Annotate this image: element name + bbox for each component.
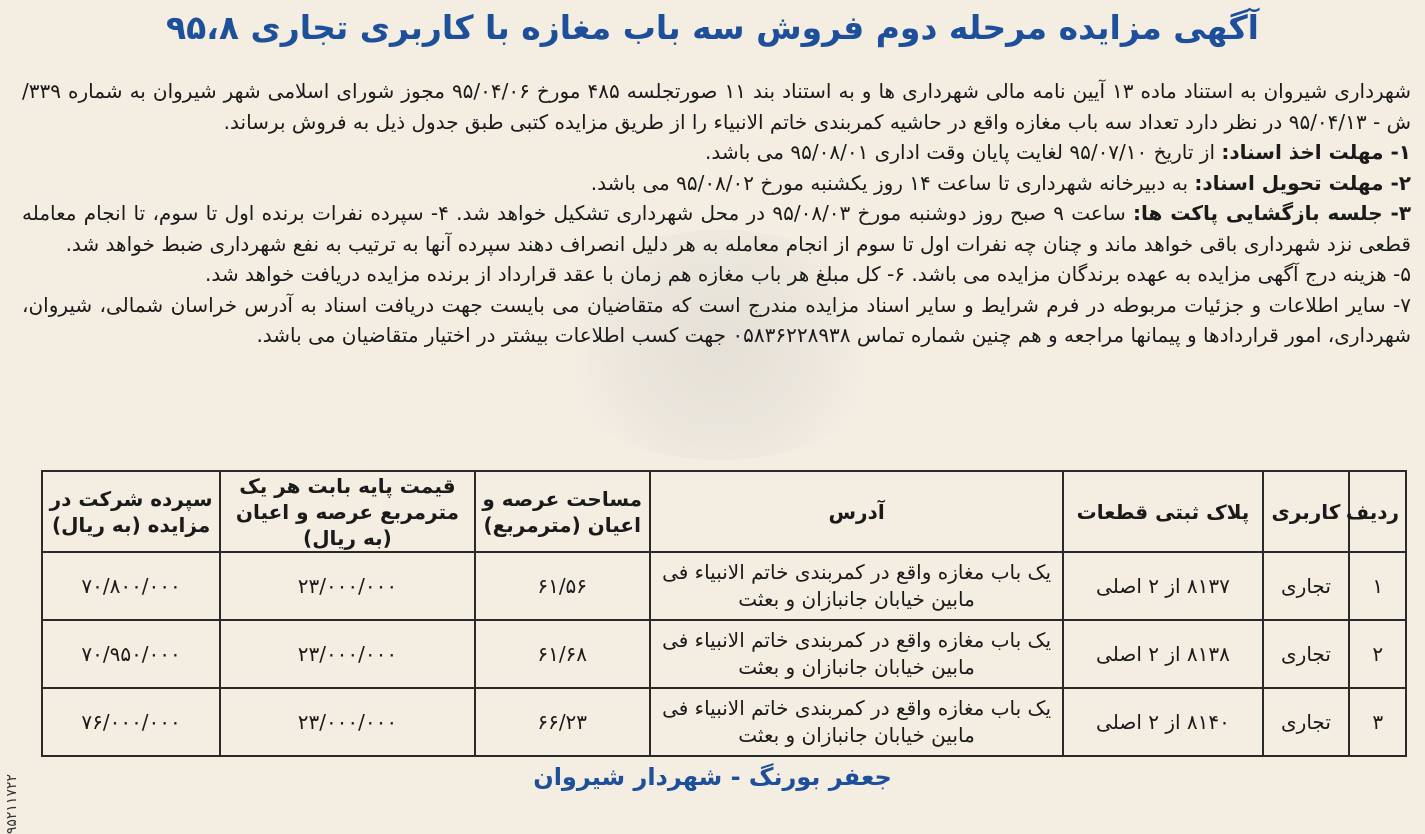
item-paragraph: ۲- مهلت تحویل اسناد: به دبیرخانه شهرداری تا ساعت ۱۴ روز یکشنبه مورخ ۹۵/۰۸/۰۲ می باشد. [590, 170, 1411, 195]
table-cell: ۸۱۳۸ از ۲ اصلی [1063, 620, 1262, 688]
header-cell: پلاک ثبتی قطعات [1063, 471, 1262, 552]
item-paragraph: ۱- مهلت اخذ اسناد: از تاریخ ۹۵/۰۷/۱۰ لغایت پایان وقت اداری ۹۵/۰۸/۰۱ می باشد. [705, 140, 1411, 164]
table-cell: تجاری [1263, 552, 1350, 620]
table-cell: ۲۳/۰۰۰/۰۰۰ [220, 552, 475, 620]
signature: جعفر بورنگ - شهردار شیروان [533, 763, 892, 791]
table-row [42, 620, 1406, 688]
table-cell: ۱ [1349, 552, 1406, 620]
auction-table [41, 470, 1407, 757]
header-cell: قیمت پایه بابت هر یک مترمربع عرصه و اعیان (به ریال) [220, 471, 475, 552]
notice-body [22, 76, 1411, 351]
item-paragraph: ۵- هزینه درج آگهی مزایده به عهده برندگان مزایده می باشد. ۶- کل مبلغ هر باب مغازه هم زمان با عقد قرارداد از برنده مزایده دریافت خواهد شد. [205, 262, 1411, 286]
header-cell: ردیف [1349, 471, 1406, 552]
table-cell: ۸۱۴۰ از ۲ اصلی [1063, 688, 1262, 756]
table-cell: ۷۶/۰۰۰/۰۰۰ [42, 688, 220, 756]
table-cell: ۲ [1349, 620, 1406, 688]
header-cell: کاربری [1263, 471, 1350, 552]
table-cell: ۸۱۳۷ از ۲ اصلی [1063, 552, 1262, 620]
table-cell: ۳ [1349, 688, 1406, 756]
table-cell: تجاری [1263, 620, 1350, 688]
header-cell: سپرده شرکت در مزایده (به ریال) [42, 471, 220, 552]
table-row [42, 552, 1406, 620]
table-cell: تجاری [1263, 688, 1350, 756]
table-cell: یک باب مغازه واقع در کمربندی خاتم الانبیاء فی مابین خیابان جانبازان و بعثت [650, 688, 1064, 756]
header-cell: آدرس [650, 471, 1064, 552]
table-cell: ۷۰/۸۰۰/۰۰۰ [42, 552, 220, 620]
ad-code: ۹۵۲۱۱۷۲۲ [4, 774, 20, 834]
item-paragraph: ۳- جلسه بازگشایی پاکت ها: ساعت ۹ صبح روز دوشنبه مورخ ۹۵/۰۸/۰۳ در محل شهرداری تشکیل خواهد شد. ۴- سپرده نفرات برنده اول تا سوم، تا انجام معامله قطعی نزد شهرداری باقی خواهد ماند و چنان چه نفرات اول تا سوم از انجام معامله به هر دلیل انصراف دهند سپرده آنها به ترتیب به نفع شهرداری ضبط خواهد شد. [22, 201, 1412, 256]
header-cell: مساحت عرصه و اعیان (مترمربع) [475, 471, 650, 552]
table-cell: ۲۳/۰۰۰/۰۰۰ [220, 688, 475, 756]
table-row [42, 688, 1406, 756]
item-paragraph: ۷- سایر اطلاعات و جزئیات مربوطه در فرم شرایط و سایر اسناد مزایده مندرج است که متقاضیان می بایست جهت دریافت اسناد به آدرس خراسان شمالی، شیروان، شهرداری، امور قراردادها و پیمانها مراجعه و هم چنین شماره تماس ۰۵۸۳۶۲۲۸۹۳۸ جهت کسب اطلاعات بیشتر در اختیار متقاضیان می باشد. [22, 292, 1411, 347]
table-cell: ۶۶/۲۳ [475, 688, 650, 756]
table-cell: ۲۳/۰۰۰/۰۰۰ [220, 620, 475, 688]
intro-paragraph: شهرداری شیروان به استناد ماده ۱۳ آیین نامه مالی شهرداری ها و به استناد بند ۱۱ صورتجلسه ۴۸۵ مورخ ۹۵/۰۴/۰۶ مجوز شورای اسلامی شهر شیروان به شماره ۳۳۹/ش - ۹۵/۰۴/۱۳ در نظر دارد تعداد سه باب مغازه واقع در حاشیه کمربندی خاتم الانبیاء را از طریق مزایده کتبی طبق جدول ذیل به فروش برساند. [22, 79, 1412, 134]
notice-title: آگهی مزایده مرحله دوم فروش سه باب مغازه با کاربری تجاری ۹۵،۸ [166, 8, 1259, 47]
table-cell: ۶۱/۵۶ [475, 552, 650, 620]
table-cell: ۶۱/۶۸ [475, 620, 650, 688]
table-cell: یک باب مغازه واقع در کمربندی خاتم الانبیاء فی مابین خیابان جانبازان و بعثت [650, 620, 1064, 688]
table-cell: ۷۰/۹۵۰/۰۰۰ [42, 620, 220, 688]
table-header-row [42, 471, 1406, 552]
table-cell: یک باب مغازه واقع در کمربندی خاتم الانبیاء فی مابین خیابان جانبازان و بعثت [650, 552, 1064, 620]
